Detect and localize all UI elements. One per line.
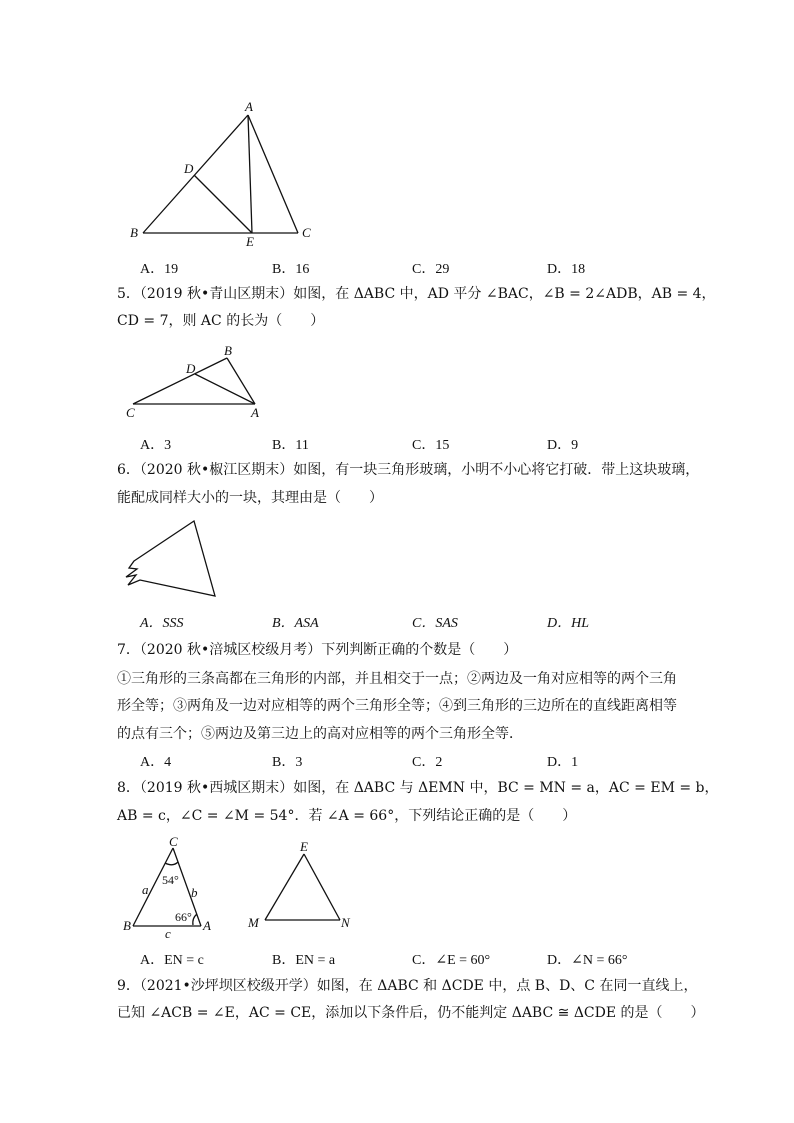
q7-option-d: D．1 [547, 755, 579, 770]
q5-stem-line2: CD = 7，则 AC 的长为（ ） [117, 313, 325, 329]
q4-option-a: A．19 [140, 262, 179, 277]
q8-side-a: a [142, 882, 149, 897]
q4-label-e: E [246, 234, 254, 249]
q4-option-b: B．16 [272, 262, 310, 277]
q6-option-d: D．HL [547, 616, 590, 631]
q5-label-c: C [126, 405, 135, 420]
q8-side-c: c [165, 926, 171, 941]
q7-stem-line2: ①三角形的三条高都在三角形的内部，并且相交于一点；②两边及一角对应相等的两个三角 [117, 671, 677, 687]
q5-option-d: D．9 [547, 438, 579, 453]
q5-label-b: B [224, 343, 232, 358]
q8-angle-a: 66° [175, 910, 192, 924]
q8-label-e: E [300, 839, 308, 854]
q8-option-d: D．∠N = 66° [547, 953, 628, 968]
q5-option-a: A．3 [140, 438, 172, 453]
q6-stem-line1: 6．（2020 秋•椒江区期末）如图，有一块三角形玻璃，小明不小心将它打破．带上这块玻璃， [117, 462, 700, 478]
q5-label-a: A [251, 405, 259, 420]
q6-option-a: A．SSS [140, 616, 184, 631]
q8-option-b: B．EN = a [272, 953, 336, 968]
q4-figure [120, 95, 330, 250]
q5-figure [120, 342, 270, 422]
q7-option-c: C．2 [412, 755, 443, 770]
q4-option-c: C．29 [412, 262, 450, 277]
q6-option-b: B．ASA [272, 616, 319, 631]
q8-label-c: C [169, 834, 178, 849]
q6-option-c: C．SAS [412, 616, 458, 631]
q8-triangle-abc [118, 834, 228, 944]
q8-side-b: b [191, 885, 198, 900]
q7-stem-line1: 7．（2020 秋•涪城区校级月考）下列判断正确的个数是（ ） [117, 642, 518, 658]
q8-label-b: B [123, 918, 131, 933]
q8-option-a: A．EN = c [140, 953, 204, 968]
q8-triangle-emn [240, 834, 360, 934]
q8-label-n: N [341, 915, 350, 930]
q8-stem-line2: AB = c，∠C = ∠M = 54°．若 ∠A = 66°，下列结论正确的是（ ） [117, 808, 577, 824]
q5-option-c: C．15 [412, 438, 450, 453]
q7-option-a: A．4 [140, 755, 172, 770]
q4-label-b: B [130, 225, 138, 240]
q6-broken-glass-figure [120, 518, 230, 608]
q9-stem-line1: 9．（2021•沙坪坝区校级开学）如图，在 ΔABC 和 ΔCDE 中，点 B、D、C 在同一直线上， [117, 978, 698, 994]
q7-stem-line3: 形全等；③两角及一边对应相等的两个三角形全等；④到三角形的三边所在的直线距离相等 [117, 698, 677, 714]
q8-stem-line1: 8．（2019 秋•西城区期末）如图，在 ΔABC 与 ΔEMN 中，BC = MN = a，AC = EM = b， [117, 780, 719, 796]
q8-angle-c: 54° [162, 873, 179, 887]
q7-option-b: B．3 [272, 755, 303, 770]
q5-label-d: D [186, 361, 196, 376]
q8-label-a: A [203, 918, 211, 933]
q6-stem-line2: 能配成同样大小的一块，其理由是（ ） [117, 490, 383, 506]
q4-label-c: C [302, 225, 311, 240]
q4-label-a: A [245, 99, 253, 114]
q4-option-d: D．18 [547, 262, 586, 277]
q4-label-d: D [184, 161, 194, 176]
q7-stem-line4: 的点有三个；⑤两边及第三边上的高对应相等的两个三角形全等． [117, 726, 523, 742]
q9-stem-line2: 已知 ∠ACB = ∠E，AC = CE，添加以下条件后，仍不能判定 ΔABC ≅ ΔCDE 的是（ ） [117, 1005, 705, 1021]
q5-stem-line1: 5．（2019 秋•青山区期末）如图，在 ΔABC 中，AD 平分 ∠BAC，∠B = 2∠ADB，AB = 4， [117, 286, 716, 302]
q8-label-m: M [248, 915, 259, 930]
q8-option-c: C．∠E = 60° [412, 953, 491, 968]
q5-option-b: B．11 [272, 438, 309, 453]
